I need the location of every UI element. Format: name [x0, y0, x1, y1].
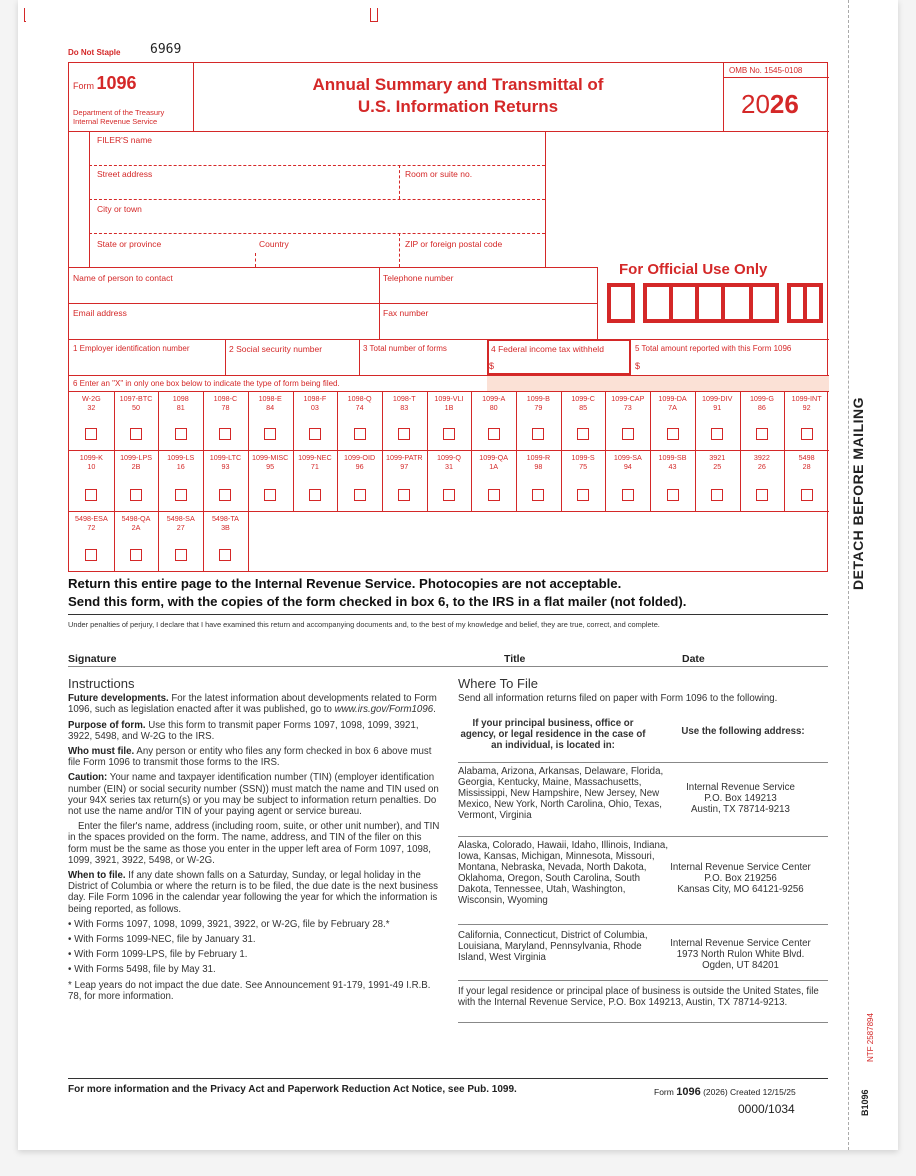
form-type-checkbox[interactable]	[711, 489, 723, 501]
footer-code: 0000/1034	[738, 1102, 795, 1116]
instructions-section	[68, 678, 440, 1006]
form-label-wrap	[73, 73, 137, 94]
due-date-item: • With Forms 1097, 1098, 1099, 3921, 3922, or W-2G, file by February 28.*	[68, 918, 390, 930]
form-type-code: 16	[176, 462, 185, 471]
form-type-cell	[382, 394, 427, 412]
form-type-name: 1099-VLI	[434, 394, 464, 403]
email-label: Email address	[73, 308, 127, 318]
form-type-cell	[158, 394, 203, 412]
form-type-code: 86	[757, 403, 766, 412]
form-type-cell	[516, 453, 561, 471]
form-type-cell	[650, 394, 695, 412]
form-type-cell	[784, 453, 829, 471]
form-type-checkbox[interactable]	[488, 428, 500, 440]
box2-ssn: 2 Social security number	[229, 344, 323, 354]
form-type-code: 93	[221, 462, 230, 471]
form-type-checkbox[interactable]	[219, 549, 231, 561]
form-type-code: 31	[444, 462, 453, 471]
box6-shade	[487, 376, 829, 391]
form-type-name: 1099-SB	[658, 453, 687, 462]
form-type-checkbox[interactable]	[175, 489, 187, 501]
form-type-checkbox[interactable]	[354, 428, 366, 440]
form-type-checkbox[interactable]	[175, 549, 187, 561]
form-type-cell	[114, 514, 159, 532]
form-type-cell	[695, 394, 740, 412]
form-number: 1096	[96, 73, 137, 93]
form-type-cell	[337, 453, 382, 471]
form-label: Form	[73, 81, 94, 91]
form-type-name: 1098-F	[303, 394, 327, 403]
fax-label: Fax number	[383, 308, 429, 318]
official-box	[607, 283, 635, 323]
form-type-name: 5498	[798, 453, 815, 462]
form-type-cell	[203, 514, 248, 532]
form-type-name: 5498-QA	[121, 514, 151, 523]
form-1096-grid	[68, 62, 828, 572]
form-type-code: 75	[579, 462, 588, 471]
city-label: City or town	[97, 204, 142, 214]
form-type-checkbox[interactable]	[622, 428, 634, 440]
form-type-cell	[69, 453, 114, 471]
form-type-name: 5498-SA	[166, 514, 195, 523]
form-type-code: 94	[623, 462, 632, 471]
purpose-of-form: Purpose of form. Use this form to transmit paper Forms 1097, 1098, 1099, 3921, 3922, 5498, and W-2G to the IRS.	[68, 719, 419, 742]
privacy-notice: For more information and the Privacy Act and Paperwork Reduction Act Notice, see Pub. 1099.	[68, 1084, 517, 1095]
crop-mark-center	[370, 8, 378, 22]
form-type-code: 71	[310, 462, 319, 471]
title-label: Title	[504, 653, 526, 665]
form-type-checkbox[interactable]	[801, 428, 813, 440]
form-type-code: 98	[534, 462, 543, 471]
form-type-cell	[248, 394, 293, 412]
form-type-name: 1099-INT	[791, 394, 822, 403]
form-type-checkbox[interactable]	[85, 549, 97, 561]
form-type-code: 79	[534, 403, 543, 412]
due-date-item: • With Forms 5498, file by May 31.	[68, 964, 216, 976]
form-type-checkbox[interactable]	[532, 428, 544, 440]
form-type-name: 1099-PATR	[386, 453, 423, 462]
form-type-name: 5498-TA	[211, 514, 239, 523]
room-label: Room or suite no.	[405, 169, 473, 179]
date-label: Date	[682, 653, 705, 665]
form-type-code: 1A	[489, 462, 499, 471]
form-type-cell	[248, 453, 293, 471]
form-type-checkbox[interactable]	[130, 549, 142, 561]
title-line2: U.S. Information Returns	[357, 97, 559, 116]
filer-name-label: FILER'S name	[97, 135, 153, 145]
form-type-name: 1099-CAP	[611, 394, 645, 403]
where-to-file-title: Where To File	[458, 676, 538, 691]
form-type-cell	[158, 514, 203, 532]
form-type-checkbox[interactable]	[532, 489, 544, 501]
form-type-name: 1099-S	[571, 453, 595, 462]
form-type-code: 78	[221, 403, 230, 412]
form-type-checkbox[interactable]	[354, 489, 366, 501]
form-type-cell	[695, 453, 740, 471]
form-type-checkbox[interactable]	[577, 428, 589, 440]
title-line1: Annual Summary and Transmittal of	[312, 75, 604, 94]
form-type-checkbox[interactable]	[219, 489, 231, 501]
form-type-checkbox[interactable]	[398, 489, 410, 501]
handwritten-code: 6969	[150, 42, 182, 57]
form-type-checkbox[interactable]	[711, 428, 723, 440]
phone-label: Telephone number	[383, 273, 454, 283]
form-type-code: 26	[757, 462, 766, 471]
form-type-name: W-2G	[82, 394, 101, 403]
form-type-checkbox[interactable]	[175, 428, 187, 440]
form-type-name: 1099-LTC	[209, 453, 242, 462]
form-type-checkbox[interactable]	[219, 428, 231, 440]
form-type-code: 91	[713, 403, 722, 412]
where-col2-header: Use the following address:	[681, 726, 805, 737]
form-type-cell	[561, 453, 606, 471]
due-date-item: • With Forms 1099-NEC, file by January 31.	[68, 934, 256, 946]
form-type-code: 85	[579, 403, 588, 412]
form-type-name: 1099-OID	[344, 453, 376, 462]
form-type-name: 1099-LPS	[120, 453, 153, 462]
form-type-cell	[471, 394, 516, 412]
form-type-cell	[293, 453, 338, 471]
form-type-cell	[561, 394, 606, 412]
form-type-checkbox[interactable]	[398, 428, 410, 440]
form-type-code: 25	[713, 462, 722, 471]
where-row-1: Alabama, Arizona, Arkansas, Delaware, Florida, Georgia, Kentucky, Maine, Massachusetts, Mississippi, New Hampshire, New Jersey, New Mexico, New York, North Carolina, Ohio, Texas, Vermont, Virginia Internal Revenue Service P.O. Box 149213 Austin, TX 78714-9213	[458, 766, 795, 821]
form-type-checkbox[interactable]	[264, 428, 276, 440]
form-type-code: 43	[668, 462, 677, 471]
street-label: Street address	[97, 169, 153, 179]
form-type-cell	[382, 453, 427, 471]
form-type-code: 72	[87, 523, 96, 532]
form-type-checkbox[interactable]	[85, 489, 97, 501]
form-type-checkbox[interactable]	[577, 489, 589, 501]
irs-label: Internal Revenue Service	[73, 117, 158, 126]
form-type-checkbox[interactable]	[309, 428, 321, 440]
b1096-code: B1096	[860, 1089, 870, 1116]
where-row-3: California, Connecticut, District of Columbia, Louisiana, Maryland, Pennsylvania, Rhode Island, West Virginia Internal Revenue Service Center 1973 North Rulon White Blvd. Ogden, UT 84201	[458, 930, 811, 971]
form-type-cell	[427, 394, 472, 412]
form-type-cell	[69, 514, 114, 532]
form-type-name: 1098-E	[258, 394, 282, 403]
do-not-staple: Do Not Staple	[68, 48, 121, 57]
form-type-code: 50	[132, 403, 141, 412]
form-type-cell	[471, 453, 516, 471]
form-type-code: 73	[623, 403, 632, 412]
box6-instructions: 6 Enter an "X" in only one box below to indicate the type of form being filed.	[73, 379, 340, 388]
form-type-code: 3B	[221, 523, 230, 532]
leap-year-note: * Leap years do not impact the due date. See Announcement 91-179, 1991-49 I.R.B. 78, for more information.	[68, 979, 431, 1002]
form-type-cell	[740, 453, 785, 471]
form-type-cell	[516, 394, 561, 412]
form-type-checkbox[interactable]	[443, 428, 455, 440]
form-type-code: 96	[355, 462, 364, 471]
future-developments: Future developments. For the latest information about developments related to Form 1096, such as legislation enacted after it was published, go to www.irs.gov/Form1096.	[68, 693, 437, 716]
form-type-code: 92	[802, 403, 811, 412]
form-type-code: 10	[87, 462, 96, 471]
form-type-checkbox[interactable]	[443, 489, 455, 501]
form-type-name: 1099-DIV	[702, 394, 733, 403]
form-type-code: 32	[87, 403, 96, 412]
form-type-checkbox[interactable]	[622, 489, 634, 501]
box1-ein: 1 Employer identification number	[73, 344, 190, 353]
box3-total-forms: 3 Total number of forms	[363, 344, 447, 353]
form-type-cell	[605, 453, 650, 471]
instructions-title: Instructions	[68, 676, 135, 691]
form-page	[18, 0, 898, 1150]
footer-form-id: Form 1096 (2026) Created 12/15/25	[654, 1086, 796, 1098]
omb-number: OMB No. 1545-0108	[729, 66, 803, 75]
box5-dollar: $	[635, 361, 641, 371]
form-type-cell	[427, 453, 472, 471]
where-row-2: Alaska, Colorado, Hawaii, Idaho, Illinois, Indiana, Iowa, Kansas, Michigan, Minnesota, Missouri, Montana, Nebraska, Nevada, North Dakota, Oklahoma, Oregon, South Carolina, South Dakota, Tennessee, Utah, Washington, Wisconsin, Wyoming Internal Revenue Service Center P.O. Box 219256 Kansas City, MO 64121-9256	[458, 840, 811, 906]
form-type-name: 1099-LS	[167, 453, 195, 462]
tax-year: 2026	[741, 89, 799, 119]
form-type-code: 28	[802, 462, 811, 471]
form-type-cell	[337, 394, 382, 412]
box4-dollar: $	[489, 361, 495, 371]
official-box	[643, 283, 779, 323]
form-type-checkbox[interactable]	[667, 428, 679, 440]
return-instruction: Return this entire page to the Internal Revenue Service. Photocopies are not acceptable.	[68, 576, 622, 591]
form-type-name: 1099-R	[526, 453, 551, 462]
signature-line[interactable]	[68, 666, 828, 667]
official-use-label: For Official Use Only	[619, 261, 768, 278]
form-type-cell	[740, 394, 785, 412]
contact-label: Name of person to contact	[73, 273, 173, 283]
form-type-checkbox[interactable]	[264, 489, 276, 501]
form-type-cell	[203, 394, 248, 412]
country-label: Country	[259, 239, 289, 249]
form-type-name: 3921	[709, 453, 726, 462]
form-type-code: 80	[489, 403, 498, 412]
form-type-name: 1099-SA	[613, 453, 642, 462]
when-to-file: When to file. If any date shown falls on a Saturday, Sunday, or legal holiday in the District of Columbia or where the return is to be filed, the due date is the next business day. File Form 1096 in the calendar year following the year for which the information is being reported, as follows.	[68, 870, 438, 915]
form-type-cell	[293, 394, 338, 412]
form-type-cell	[784, 394, 829, 412]
form-type-code: 1B	[444, 403, 454, 412]
form-type-name: 3922	[753, 453, 770, 462]
form-type-checkbox[interactable]	[801, 489, 813, 501]
ntf-code: NTF 2587894	[866, 1013, 875, 1062]
perjury-statement: Under penalties of perjury, I declare that I have examined this return and accompanying documents and, to the best of my knowledge and belief, they are true, correct, and complete.	[68, 620, 660, 629]
form-type-name: 1098-C	[213, 394, 238, 403]
form-type-name: 1099-B	[526, 394, 550, 403]
form-type-name: 5498-ESA	[74, 514, 108, 523]
form-type-cell	[650, 453, 695, 471]
signature-label: Signature	[68, 653, 117, 665]
form-type-name: 1099-K	[79, 453, 103, 462]
form-type-checkbox[interactable]	[130, 428, 142, 440]
form-type-name: 1098-T	[392, 394, 416, 403]
form-type-name: 1099-QA	[479, 453, 509, 462]
box5-total-amount: 5 Total amount reported with this Form 1096	[635, 344, 792, 353]
form-type-name: 1099-DA	[658, 394, 687, 403]
form-type-checkbox[interactable]	[309, 489, 321, 501]
where-col1-header: If your principal business, office or agency, or legal residence in the case of an individual, is located in:	[460, 718, 646, 751]
form-type-name: 1099-NEC	[298, 453, 332, 462]
due-date-item: • With Form 1099-LPS, file by February 1.	[68, 949, 248, 961]
enter-filer-info: Enter the filer's name, address (including room, suite, or other unit number), and TIN in the spaces provided on the form. The name, address, and TIN of the filer on this form must be the same as those you enter in the upper left area of Form 1097, 1098, 1099, 3921, 3922, 5498, or W-2G.	[68, 821, 440, 866]
form-type-name: 1098	[172, 394, 189, 403]
box4-withheld: 4 Federal income tax withheld	[491, 344, 604, 354]
form-type-name: 1099-C	[571, 394, 595, 403]
zip-label: ZIP or foreign postal code	[405, 239, 503, 249]
form-type-cell	[69, 394, 114, 412]
caution: Caution: Your name and taxpayer identification number (TIN) (employer identification number (EIN) or social security number (SSN)) must match the name and TIN used on your 94X series tax return(s) or you may be subject to information return penalties. Do not use the name and/or TIN of your paying agent or service bureau.	[68, 772, 439, 818]
form-type-cell	[114, 453, 159, 471]
crop-mark-left	[24, 8, 26, 22]
form-type-checkbox[interactable]	[756, 428, 768, 440]
form-type-code: 95	[266, 462, 275, 471]
form-type-checkbox[interactable]	[130, 489, 142, 501]
form-type-code: 2A	[131, 523, 141, 532]
form-type-cell	[158, 453, 203, 471]
form-type-name: 1099-A	[482, 394, 506, 403]
where-intro: Send all information returns filed on paper with Form 1096 to the following.	[458, 693, 778, 704]
form-type-name: 1099-Q	[437, 453, 461, 462]
form-type-code: 2B	[131, 462, 141, 471]
form-type-checkbox[interactable]	[488, 489, 500, 501]
state-label: State or province	[97, 239, 162, 249]
form-type-name: 1099-MISC	[251, 453, 289, 462]
where-to-file-section	[458, 676, 828, 1008]
where-foreign-note: If your legal residence or principal place of business is outside the United States, file with the Internal Revenue Service, P.O. Box 149213, Austin, TX 78714-9213.	[458, 986, 819, 1008]
perforation-line	[848, 0, 849, 1150]
form-type-code: 7A	[668, 403, 677, 412]
form-type-name: 1097-BTC	[119, 394, 153, 403]
who-must-file: Who must file. Any person or entity who files any form checked in box 6 above must file Form 1096 to transmit those forms to the IRS.	[68, 746, 432, 769]
due-date-list	[68, 919, 440, 976]
form-type-code: 84	[266, 403, 275, 412]
detach-label: DETACH BEFORE MAILING	[850, 396, 866, 590]
form-type-name: 1098-Q	[347, 394, 372, 403]
dept-treasury: Department of the Treasury	[73, 108, 165, 117]
form-type-code: 83	[400, 403, 409, 412]
form-type-code: 03	[310, 403, 319, 412]
form-type-name: 1099-G	[749, 394, 774, 403]
form-type-code: 74	[355, 403, 364, 412]
send-instruction: Send this form, with the copies of the form checked in box 6, to the IRS in a flat mailer (not folded).	[68, 594, 687, 609]
form-type-checkbox[interactable]	[85, 428, 97, 440]
form-type-cell	[114, 394, 159, 412]
form-type-code: 97	[400, 462, 409, 471]
form-type-cell	[605, 394, 650, 412]
form-type-code: 81	[176, 403, 185, 412]
form-type-code: 27	[176, 523, 185, 532]
form-type-checkbox[interactable]	[667, 489, 679, 501]
form-type-checkbox[interactable]	[756, 489, 768, 501]
form-type-cell	[203, 453, 248, 471]
